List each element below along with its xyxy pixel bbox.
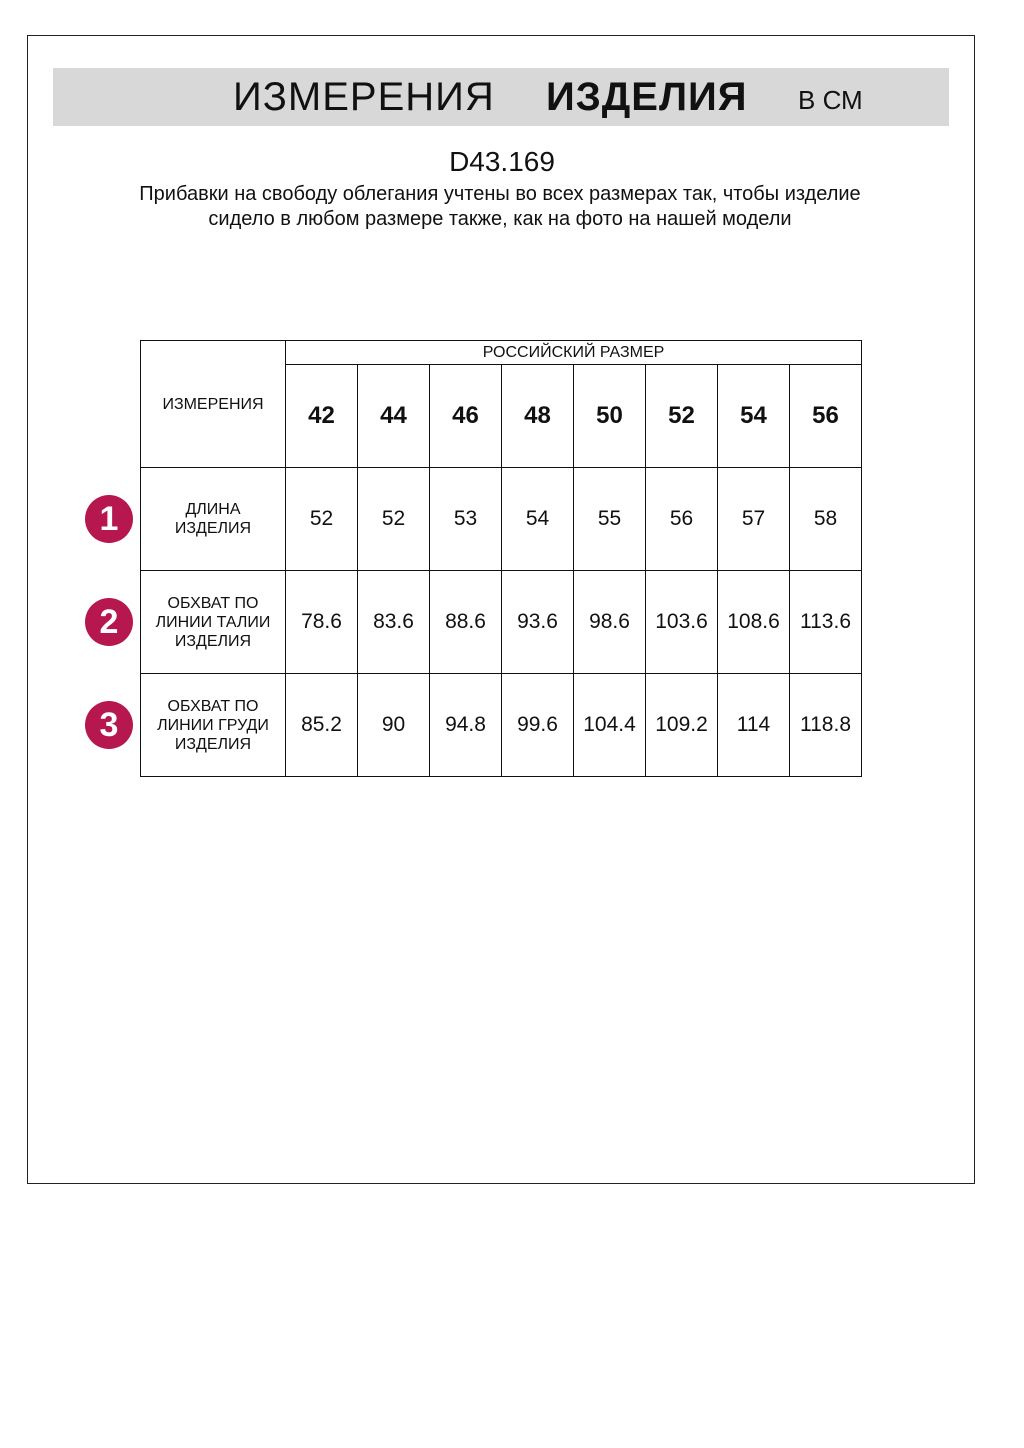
row-label-line: ОБХВАТ ПО xyxy=(167,697,259,715)
row-number-badge: 1 xyxy=(85,495,133,543)
table-cell: 113.6 xyxy=(790,571,862,674)
table-cell: 88.6 xyxy=(430,571,502,674)
size-header: 46 xyxy=(430,365,502,468)
table-cell: 53 xyxy=(430,468,502,571)
row-label xyxy=(141,468,286,571)
row-number-badge: 3 xyxy=(85,701,133,749)
title-bold: ИЗДЕЛИЯ xyxy=(546,75,748,119)
table-cell: 57 xyxy=(718,468,790,571)
size-header: 54 xyxy=(718,365,790,468)
table-cell: 83.6 xyxy=(358,571,430,674)
table-row xyxy=(141,674,862,777)
size-group-label: РОССИЙСКИЙ РАЗМЕР xyxy=(286,341,862,365)
table-cell: 56 xyxy=(646,468,718,571)
row-label xyxy=(141,571,286,674)
table-cell: 55 xyxy=(574,468,646,571)
table-cell: 103.6 xyxy=(646,571,718,674)
size-header: 50 xyxy=(574,365,646,468)
units-label: В СМ xyxy=(798,85,863,115)
corner-label: ИЗМЕРЕНИЯ xyxy=(141,341,286,468)
table-cell: 52 xyxy=(286,468,358,571)
table-cell: 78.6 xyxy=(286,571,358,674)
row-number-badge: 2 xyxy=(85,598,133,646)
title-regular: ИЗМЕРЕНИЯ xyxy=(233,75,495,119)
table-cell: 99.6 xyxy=(502,674,574,777)
size-header: 56 xyxy=(790,365,862,468)
table-cell: 93.6 xyxy=(502,571,574,674)
table-cell: 94.8 xyxy=(430,674,502,777)
table-cell: 108.6 xyxy=(718,571,790,674)
row-label-line: ИЗДЕЛИЯ xyxy=(174,735,252,753)
size-table xyxy=(140,340,862,777)
table-cell: 52 xyxy=(358,468,430,571)
size-header: 42 xyxy=(286,365,358,468)
row-label-line: ОБХВАТ ПО xyxy=(167,594,259,612)
table-cell: 114 xyxy=(718,674,790,777)
size-header: 52 xyxy=(646,365,718,468)
table-cell: 118.8 xyxy=(790,674,862,777)
fit-note: Прибавки на свободу облегания учтены во всех размерах так, чтобы изделие сидело в любом размере также, как на фото на нашей модели xyxy=(139,183,861,230)
table-cell: 90 xyxy=(358,674,430,777)
product-code: D43.169 xyxy=(449,146,555,177)
table-cell: 85.2 xyxy=(286,674,358,777)
table-cell: 104.4 xyxy=(574,674,646,777)
row-label-line: ИЗДЕЛИЯ xyxy=(174,632,252,650)
size-header: 44 xyxy=(358,365,430,468)
row-label-line: ИЗДЕЛИЯ xyxy=(174,520,252,537)
row-label-line: ДЛИНА xyxy=(185,501,241,518)
table-row xyxy=(141,468,862,571)
table-cell: 109.2 xyxy=(646,674,718,777)
row-label xyxy=(141,674,286,777)
table-row xyxy=(141,571,862,674)
row-label-line: ЛИНИИ ТАЛИИ xyxy=(155,613,271,631)
table-cell: 58 xyxy=(790,468,862,571)
table-cell: 54 xyxy=(502,468,574,571)
table-cell: 98.6 xyxy=(574,571,646,674)
title-banner xyxy=(53,68,949,126)
row-label-line: ЛИНИИ ГРУДИ xyxy=(157,716,269,734)
size-header: 48 xyxy=(502,365,574,468)
